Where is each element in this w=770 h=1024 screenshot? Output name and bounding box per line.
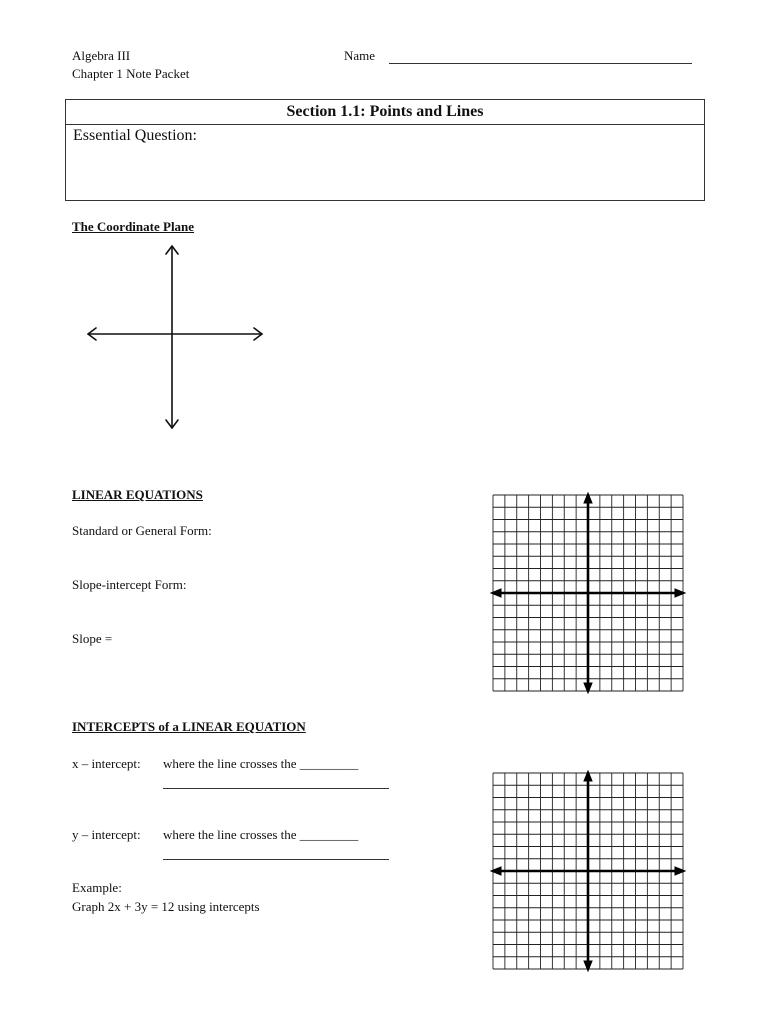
grid-x-axis-right-arrow bbox=[675, 867, 685, 875]
grid-x-axis-left-arrow bbox=[491, 589, 501, 597]
example-label: Example: bbox=[72, 880, 122, 895]
slope-label: Slope = bbox=[72, 631, 113, 646]
grid-y-axis-top-arrow bbox=[584, 771, 592, 781]
x-intercept-blank-line[interactable] bbox=[163, 788, 389, 789]
grid-axes bbox=[491, 771, 685, 971]
y-intercept-description: where the line crosses the _________ bbox=[163, 827, 359, 842]
example-problem: Graph 2x + 3y = 12 using intercepts bbox=[72, 899, 260, 914]
y-intercept-blank-line[interactable] bbox=[163, 859, 389, 860]
grid-x-axis-right-arrow bbox=[675, 589, 685, 597]
graph-grid-2 bbox=[493, 773, 683, 969]
packet-title: Chapter 1 Note Packet bbox=[72, 66, 190, 81]
slope-intercept-form-label: Slope-intercept Form: bbox=[72, 577, 187, 592]
x-intercept-description: where the line crosses the _________ bbox=[163, 756, 359, 771]
essential-question-label: Essential Question: bbox=[73, 127, 197, 144]
section-box bbox=[65, 99, 705, 201]
x-intercept-term: x – intercept: bbox=[72, 756, 141, 771]
coordinate-plane-heading: The Coordinate Plane bbox=[72, 219, 195, 234]
grid-x-axis-left-arrow bbox=[491, 867, 501, 875]
course-title: Algebra III bbox=[72, 48, 131, 63]
linear-equations-heading: LINEAR EQUATIONS bbox=[72, 487, 203, 502]
grid-y-axis-bottom-arrow bbox=[584, 683, 592, 693]
coordinate-axes-diagram bbox=[84, 242, 268, 432]
name-label: Name bbox=[344, 48, 376, 63]
intercepts-heading: INTERCEPTS of a LINEAR EQUATION bbox=[72, 719, 306, 734]
graph-grid-1 bbox=[493, 495, 683, 691]
grid-axes bbox=[491, 493, 685, 693]
name-blank-line[interactable] bbox=[389, 63, 692, 64]
section-title: Section 1.1: Points and Lines bbox=[66, 100, 704, 125]
grid-y-axis-bottom-arrow bbox=[584, 961, 592, 971]
y-intercept-term: y – intercept: bbox=[72, 827, 141, 842]
grid-y-axis-top-arrow bbox=[584, 493, 592, 503]
standard-form-label: Standard or General Form: bbox=[72, 523, 212, 538]
